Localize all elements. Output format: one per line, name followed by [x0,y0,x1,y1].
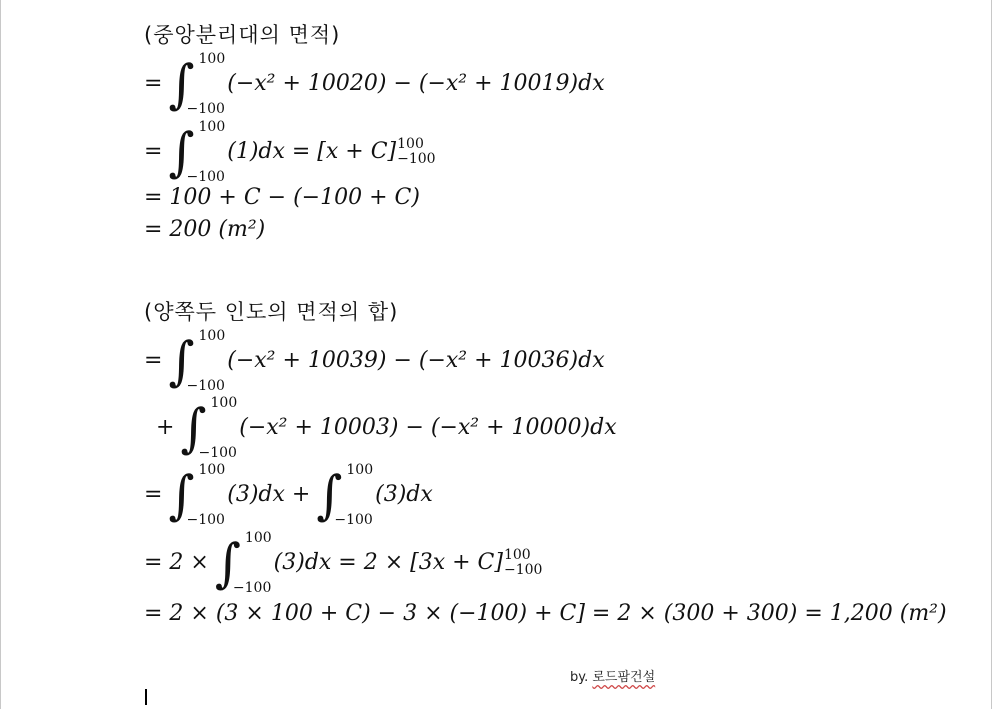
median-integral-line-1 [144,52,605,116]
integral-limits [198,395,238,461]
integral-limits [232,530,272,596]
lower-limit: −100 [232,580,272,596]
plus-sign: + [156,415,175,440]
author-prefix: by. [570,670,589,685]
integral [168,120,225,184]
upper-limit: 100 [198,328,226,344]
upper-limit: 100 [198,119,226,135]
integral [180,396,237,460]
equals-sign: = [144,482,163,507]
median-integral-line-2 [144,120,436,184]
integral-limits [186,119,226,185]
integrand: (3)dx + [227,482,311,507]
integral-limits [186,462,226,528]
sidewalk-integral-line-1 [144,329,605,393]
sidewalk-integral-line-2 [156,396,617,460]
lower-limit: −100 [186,378,225,394]
author-name: 로드팜건설 [592,670,656,685]
text-cursor [145,689,147,705]
upper-limit: 100 [346,462,374,478]
integrand: (−x² + 10020) − (−x² + 10019)dx [227,71,605,96]
upper-limit: 100 [198,51,226,67]
sidewalks-heading: (양쪽두 인도의 면적의 합) [144,300,399,324]
integral-sign-icon: ∫ [168,464,195,526]
integral-sign-icon: ∫ [316,464,343,526]
integral [316,463,373,527]
integrand: (−x² + 10039) − (−x² + 10036)dx [227,348,605,373]
integral-sign-icon: ∫ [168,330,195,392]
integral-sign-icon: ∫ [214,532,241,594]
eval-lower: −100 [503,562,543,578]
lower-limit: −100 [186,101,225,117]
integral-limits [334,462,374,528]
integral-limits [186,328,226,394]
lower-limit: −100 [198,445,237,461]
integral-sign-icon: ∫ [168,121,195,183]
median-result-line-4: = 200 (m²) [144,217,266,242]
lower-limit: −100 [186,169,225,185]
sidewalk-integral-line-4 [144,531,542,595]
integral [215,531,272,595]
integrand: (3)dx [375,482,433,507]
sidewalk-result-line-5: = 2 × (3 × 100 + C) − 3 × (−100) + C] = 2 × (300 + 300) = 1,200 (m²) [144,601,947,626]
author-credit [570,666,655,685]
sidewalk-integral-line-3 [144,463,433,527]
evaluation-limits [504,548,542,577]
eval-upper: 100 [397,136,424,153]
integral [168,52,225,116]
integral [168,463,225,527]
lower-limit: −100 [334,512,373,528]
integrand: (−x² + 10003) − (−x² + 10000)dx [239,415,617,440]
evaluation-limits [397,137,435,166]
integral [168,329,225,393]
integral-limits [186,51,226,117]
median-strip-heading: (중앙분리대의 면적) [144,23,341,47]
eval-lower: −100 [397,151,436,167]
integral-sign-icon: ∫ [168,53,195,115]
upper-limit: 100 [244,530,272,546]
upper-limit: 100 [210,395,238,411]
lower-limit: −100 [186,512,225,528]
eval-upper: 100 [503,547,531,564]
integral-sign-icon: ∫ [180,397,207,459]
equals-sign: = [144,71,163,96]
equals-sign: = [144,139,163,164]
multiplier: = 2 × [144,550,209,575]
median-result-line-3: = 100 + C − (−100 + C) [144,185,420,210]
equals-sign: = [144,348,163,373]
integrand: (3)dx = 2 × [3x + C] [273,550,503,575]
integrand: (1)dx = [x + C] [227,139,397,164]
upper-limit: 100 [198,462,226,478]
